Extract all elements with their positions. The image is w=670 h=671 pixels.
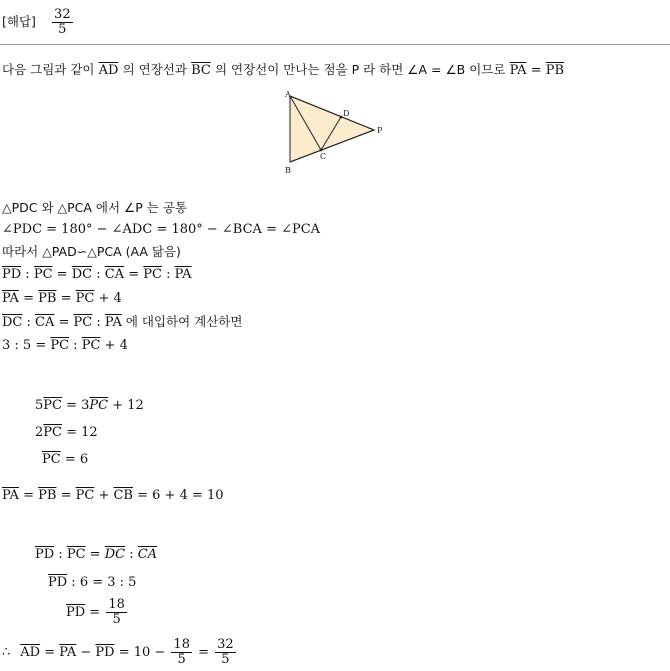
segment-pb: $\overline{PB}$ [545, 63, 565, 78]
label-a: A [285, 90, 291, 99]
line-similarity: 따라서 △PAD∽△PCA (AA 닮음) [2, 244, 181, 259]
line-3-5: 3 : $5 = \overline{PC}$ : $\overline{PC} + 4$ [2, 338, 128, 353]
line-angle-eq: ∠PDC = 180° − ∠ADC = 180° − ∠BCA = ∠PCA [2, 222, 321, 237]
fraction-18-5: $\frac{18}{5}$ [108, 597, 125, 627]
point-c [320, 149, 323, 152]
answer-header [2, 8, 75, 37]
line-ratio-1: $\overline{PD}$ : $\overline{PC} = \overline{DC}$ : $\overline{CA} = \overline{PC}$ : $\overline{PA}$ [2, 267, 192, 282]
fraction-32-5-final: $\frac{32}{5}$ [217, 637, 234, 667]
point-d [340, 116, 343, 119]
answer-fraction: $\frac{32}{5}$ [54, 7, 71, 37]
line-substitute: $\overline{DC}$ : $\overline{CA} = \overline{PC}$ : $\overline{PA}$ 에 대입하여 계산하면 [2, 314, 243, 330]
divider [0, 44, 670, 45]
solve-step-3: $\overline{PC} = 6$ [42, 452, 89, 467]
label-p: P [377, 126, 383, 135]
intro-line: 다음 그림과 같이 $\overline{AD}$ 의 연장선과 $\overline{BC}$ 의 연장선이 만나는 점을 P 라 하면 ∠A = ∠B 이므로 $\overline{PA} = \overline{PB}$ [2, 62, 565, 78]
segment-ad: $\overline{AD}$ [98, 63, 119, 78]
fraction-18-5-final: $\frac{18}{5}$ [173, 637, 190, 667]
segment-pa: $\overline{PA}$ [509, 63, 527, 78]
triangle-figure [280, 88, 390, 176]
final-line: ∴ $\overline{AD} = \overline{PA} - \overline{PD} = 10$ − $\frac{18}{5}$ = $\frac{32}{5}$ [2, 637, 234, 667]
triangle-fill [290, 96, 374, 162]
segment-bc: $\overline{BC}$ [191, 63, 211, 78]
line-pa-sum: $\overline{PA} = \overline{PB} = \overline{PC} + \overline{CB} = 6 + 4 = 10$ [2, 488, 224, 503]
label-d: D [343, 109, 350, 118]
line-common-angle: △PDC 와 △PCA 에서 ∠P 는 공통 [2, 200, 187, 215]
solve-step-2: $2\overline{PC} = 12$ [35, 425, 98, 440]
label-b: B [285, 166, 291, 175]
solve-step-1: $5\overline{PC} = 3\overline{PC} + 12$ [35, 398, 144, 413]
answer-label: [해답] [2, 14, 36, 29]
ratio-step-3: $\overline{PD}$ = $\frac{18}{5}$ [66, 597, 125, 627]
ratio-step-1: $\overline{PD}$ : $\overline{PC} = \overline{DC}$ : $\overline{CA}$ [35, 547, 158, 562]
ratio-step-2: $\overline{PD}$ : 6 = 3 : 5 [48, 575, 137, 590]
label-c: C [320, 152, 327, 161]
line-pa-pb: $\overline{PA} = \overline{PB} = \overline{PC} + 4$ [2, 291, 122, 306]
